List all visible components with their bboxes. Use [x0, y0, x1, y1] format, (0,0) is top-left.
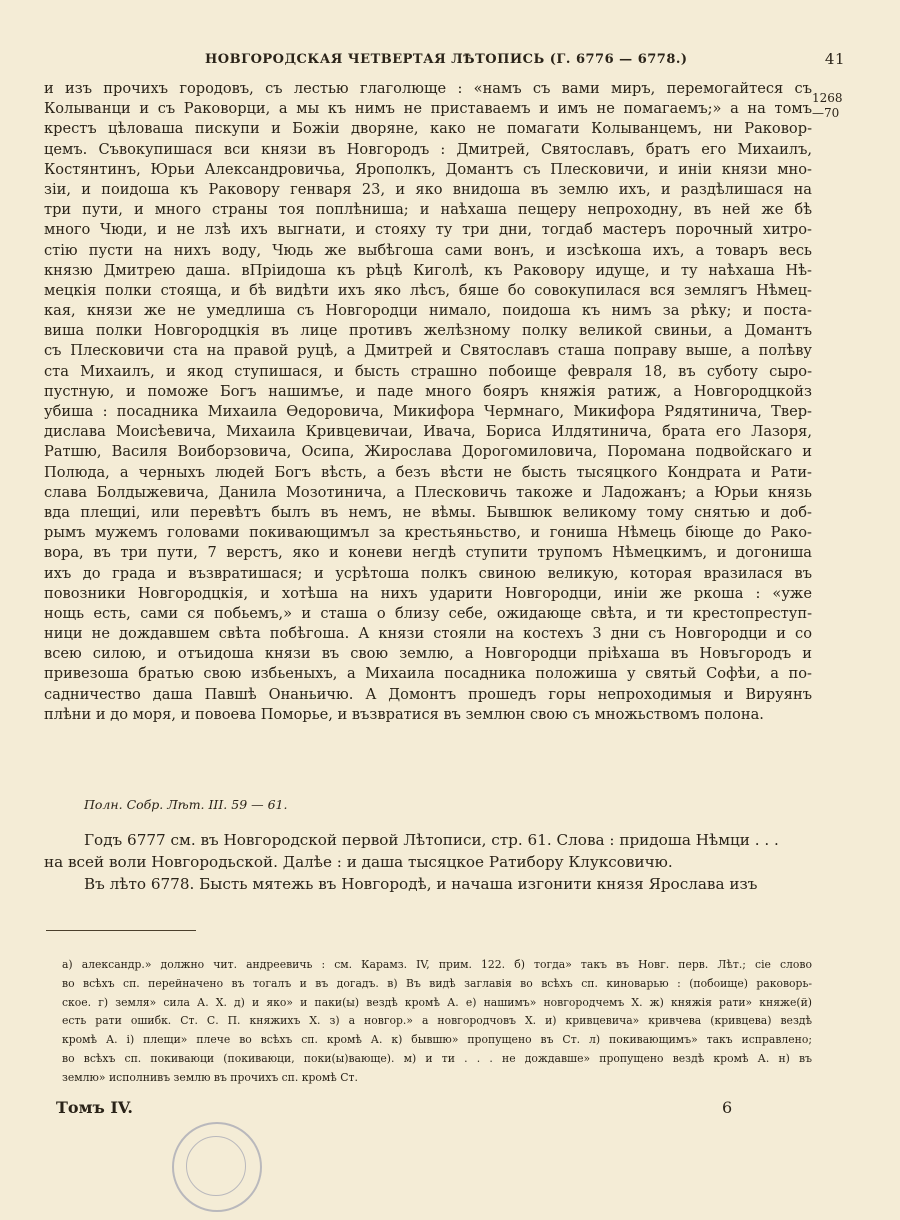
volume-label: Томъ IV.: [56, 1098, 133, 1117]
text-line: слава Болдыжевича, Данила Мозотинича, а Плесковичь такоже и Ладожанъ; а Юрьи князь: [44, 483, 812, 501]
text-line: плѣни и до моря, и повоева Поморье, и възвратися въ землюн свою съ множьствомъ полона.: [44, 705, 764, 723]
text-line: кая, князи же не умедлиша съ Новгородци нимало, поидоша къ нимъ за рѣку; и поста-: [44, 302, 812, 320]
source-reference: Полн. Собр. Лѣт. III. 59 — 61.: [84, 797, 288, 812]
text-line: ихъ до града и възвратишася; и усрѣтоша полкъ свиною великую, которая вразилася въ: [44, 564, 812, 582]
footnote-line: землю» исполнивъ землю въ прочихъ сп. кромѣ Ст.: [62, 1070, 358, 1084]
page-footer: [56, 1098, 736, 1122]
text-line: крестъ цѣловаша пискупи и Божіи дворяне, како не помагати Колыванцемъ, ни Раковор-: [44, 120, 812, 138]
text-line: мецкія полки стояща, и бѣ видѣти ихъ яко лѣсъ, бяше бо совокупилася вся землягъ Нѣмец-: [44, 281, 812, 299]
text-line: цемъ. Съвокупишася вси князи въ Новгородъ : Дмитрей, Святославъ, братъ его Михаилъ,: [44, 140, 812, 158]
text-line: князю Дмитрею даша. вПріидоша къ рѣцѣ Киголѣ, къ Раковору идуще, и ту наѣхаша Нѣ-: [44, 261, 812, 279]
text-line: ста Михаилъ, и якод ступишася, и бысть страшно побоище февраля 18, въ суботу сыро-: [44, 362, 812, 380]
chronicle-text: [44, 79, 812, 725]
text-line: повозники Новгородцкія, и хотѣша на нихъ ударити Новгородци, иніи же ркоша : «уже: [44, 584, 812, 602]
text-line: убиша : посадника Михаила Ѳедоровича, Микифора Чермнаго, Микифора Рядятинича, Твер-: [44, 403, 812, 420]
text-line: всею силою, и отъидоша князи въ свою землю, а Новгородци пріѣхаша въ Новъгородъ и: [44, 645, 812, 663]
margin-year-start: 1268: [812, 91, 843, 105]
text-line: ници не дождавшем свѣта побѣгоша. А князи стояли на костехъ 3 дни съ Новгородци и со: [44, 625, 812, 643]
footnotes: [62, 956, 812, 1088]
text-line: много Чюди, и не лзѣ ихъ выгнати, и стояху ту три дни, тогдаб мастеръ порочный хитро-: [44, 221, 812, 239]
footnote-line: а) александр.» должно чит. андреевичь : см. Карамз. IV, прим. 122. б) тогда» такъ въ Новг. перв. Лѣт.; сіе слово: [62, 958, 812, 971]
text-line: вора, въ три пути, 7 верстъ, яко и коневи негдѣ ступити трупомъ Нѣмецкимъ, и догониша: [44, 544, 812, 562]
page-number: 41: [824, 50, 845, 68]
text-line: и изъ прочихъ городовъ, съ лестью глаголюще : «намъ съ вами миръ, перемогайтеся съ: [44, 80, 812, 97]
text-line: нощь есть, сами ся побьемъ,» и сташа о близу себе, ожидающе свѣта, и ти крестопреступ-: [44, 604, 812, 622]
note-line: Въ лѣто 6778. Бысть мятежь въ Новгородѣ, и начаша изгонити князя Ярослава изъ: [84, 875, 758, 893]
text-line: Костянтинъ, Юрьи Александровичьа, Ярополкъ, Домантъ съ Плесковичи, и иніи князи мно-: [44, 160, 812, 178]
footnote-line: во всѣхъ сп. покиваюци (покиваюци, поки(ы)вающе). м) и ти . . . не дождавше» пропущено вездѣ кромѣ А. н) въ: [62, 1051, 812, 1065]
header-title: НОВГОРОДСКАЯ ЧЕТВЕРТАЯ ЛѢТОПИСЬ (Г. 6776 — 6778.): [205, 52, 688, 67]
text-line: привезоша братью свою избьеныхъ, а Михаила посадника положиша у святьй Софѣи, а по-: [44, 665, 812, 683]
text-line: Полюда, а черныхъ людей Богъ вѣсть, а безъ вѣсти не бысть тысяцкого Кондрата и Рати-: [44, 463, 812, 481]
note-line: Годъ 6777 см. въ Новгородской первой Лѣтописи, стр. 61. Слова : придоша Нѣмци . . .: [84, 831, 779, 849]
footnote-line: ское. г) земля» сила А. Х. д) и яко» и паки(ы) вездѣ кромѣ А. е) нашимъ» новгородчемъ Х. ж) княжія рати» княже(й): [62, 995, 812, 1009]
text-line: дислава Моисѣевича, Михаила Кривцевичаи, Ивача, Бориса Илдятинича, брата его Лазоря,: [44, 423, 812, 441]
note-line: на всей воли Новгородьской. Далѣе : и даша тысяцкое Ратибору Клуксовичю.: [44, 853, 673, 871]
footnote-line: есть рати ошибк. Ст. С. П. княжихъ Х. з) а новгор.» а новгородчовъ Х. и) кривцевича» кривчева (кривцева) вездѣ: [62, 1014, 812, 1028]
footnote-line: во всѣхъ сп. перейначено въ тогалъ и въ догадъ. в) Въ видѣ заглавія во всѣхъ сп. киноварью : (побоище) раковорь-: [62, 976, 812, 990]
running-header: [205, 50, 845, 72]
text-line: зіи, и поидоша къ Раковору генваря 23, и яко внидоша въ землю ихъ, и раздѣлишася на: [44, 180, 812, 198]
text-line: съ Плесковичи ста на правой руцѣ, а Дмитрей и Святославъ сташа поправу выше, а полѣву: [44, 342, 812, 360]
footnote-line: кромѣ А. і) плещи» плече во всѣхъ сп. кромѣ А. к) бывшю» пропущено въ Ст. л) покивающимъ» такъ исправлено;: [62, 1033, 812, 1047]
text-line: садничество даша Павшѣ Онаньичю. А Домонтъ прошедъ горы непроходимыя и Вируянъ: [44, 685, 812, 703]
sheet-number: 6: [722, 1098, 733, 1117]
text-line: пустную, и поможе Богъ нашимъе, и паде много бояръ княжія ратиж, а Новгородцкойз: [44, 382, 812, 400]
text-line: вда плещиі, или перевѣтъ былъ въ немъ, не вѣмы. Бывшюк великому тому снятью и доб-: [44, 503, 812, 521]
text-line: виша полки Новгородцкія въ лице противъ желѣзному полку великой свиньи, а Домантъ: [44, 322, 812, 340]
library-stamp: [172, 1122, 262, 1212]
text-line: Ратшю, Василя Воиборзовича, Осипа, Жирослава Дорогомиловича, Поромана подвойскаго и: [44, 443, 812, 461]
text-line: три пути, и много страны тоя поплѣниша; и наѣхаша пещеру непроходну, въ ней же бѣ: [44, 201, 812, 219]
text-line: стію пусти на нихъ воду, Чюдь же выбѣгоша сами вонъ, и изсѣкоша ихъ, а товаръ весь: [44, 241, 812, 259]
text-line: Колыванци и съ Раковорци, а мы къ нимъ не приставаемъ и имъ не помагаемъ;» а на томъ: [44, 100, 812, 118]
editorial-note: [44, 829, 812, 895]
footnote-divider: [46, 930, 196, 931]
text-line: рымъ мужемъ головами покивающимъл за крестьяньство, и гониша Нѣмець біюще до Рако-: [44, 524, 812, 542]
library-stamp-inner-ring: [186, 1136, 246, 1196]
margin-year-end: —70: [812, 106, 840, 120]
